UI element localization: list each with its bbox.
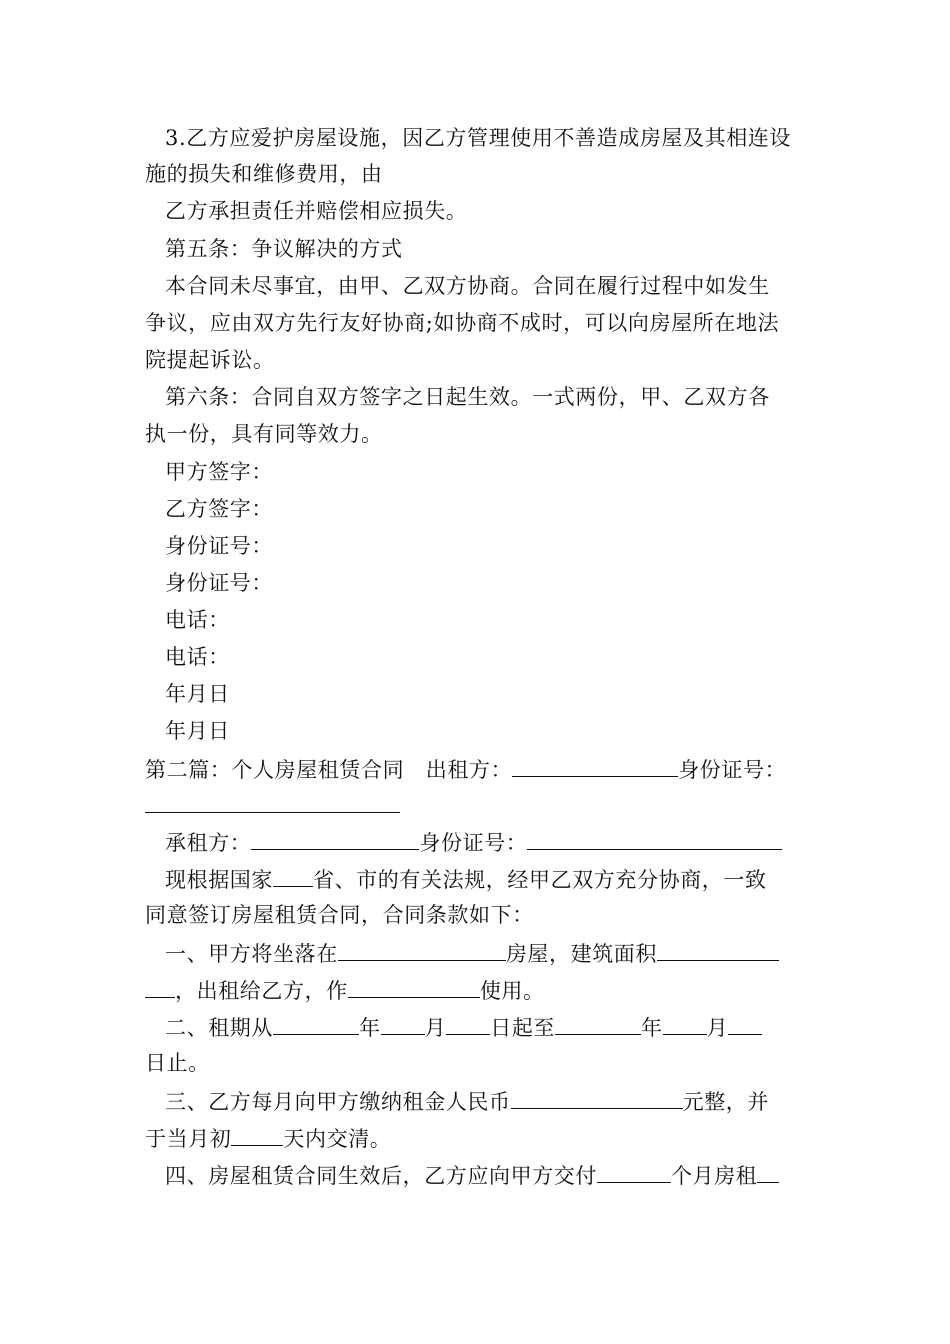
- end-month-blank: [663, 1012, 707, 1035]
- country-blank: [273, 864, 313, 887]
- lessor-id-label: 身份证号：: [678, 758, 787, 782]
- clause-1-text-a: 一、甲方将坐落在: [165, 942, 338, 966]
- clause-1-text-c: ，出租给乙方，作: [175, 979, 348, 1003]
- section-2-title-line: [145, 754, 815, 784]
- clause-2-text-a: 二、租期从: [165, 1016, 273, 1040]
- clause-2-text-d: 日起至: [490, 1016, 556, 1040]
- clause-3-rent-text-b: 元整，并: [682, 1090, 770, 1114]
- lessor-blank: [512, 754, 678, 777]
- clause-1-text-b: 房屋，建筑面积: [505, 942, 658, 966]
- clause-3-line-2: 施的损失和维修费用，由: [145, 162, 383, 186]
- lessee-label: 承租方：: [165, 831, 252, 855]
- party-a-signature: 甲方签字：: [165, 460, 273, 484]
- end-year-blank: [555, 1012, 641, 1035]
- id-number-a: 身份证号：: [165, 534, 273, 558]
- phone-b: 电话：: [165, 645, 230, 669]
- clause-2-year-1: 年: [359, 1016, 381, 1040]
- area-blank: [657, 938, 779, 961]
- lessor-id-blank: [145, 790, 400, 813]
- preamble-text-b: 省、市的有关法规，经甲乙双方充分协商，一致: [313, 868, 767, 892]
- clause-2-month-2: 月: [706, 1016, 729, 1040]
- clause-4-line-1: [165, 1160, 835, 1190]
- clause-2-line-1: [165, 1012, 835, 1042]
- section-2-title: 第二篇：个人房屋租赁合同 出租方：: [145, 758, 513, 782]
- clause-3-rent-line-1: [165, 1086, 835, 1116]
- purpose-blank: [348, 975, 480, 998]
- rent-amount-blank: [511, 1086, 683, 1109]
- phone-a: 电话：: [165, 608, 230, 632]
- end-day-blank: [728, 1012, 762, 1035]
- clause-3-rent-text-c: 于当月初: [145, 1127, 232, 1151]
- lessee-id-blank: [527, 827, 782, 850]
- clause-3-rent-text-a: 三、乙方每月向甲方缴纳租金人民币: [165, 1090, 511, 1114]
- clause-2-month-1: 月: [424, 1016, 447, 1040]
- clause-1-text-d: 使用。: [479, 979, 545, 1003]
- clause-4-text-a: 四、房屋租赁合同生效后，乙方应向甲方交付: [165, 1164, 597, 1188]
- lessee-id-label: 身份证号：: [419, 831, 528, 855]
- start-year-blank: [273, 1012, 359, 1035]
- clause-2-line-2: 日止。: [145, 1051, 210, 1075]
- clause-3-line-1: 3.乙方应爱护房屋设施，因乙方管理使用不善造成房屋及其相连设: [165, 126, 792, 150]
- clause-3-rent-text-d: 天内交清。: [283, 1127, 392, 1151]
- clause-3-rent-line-2: [145, 1123, 815, 1153]
- location-blank: [338, 938, 506, 961]
- clause-3-line-3: 乙方承担责任并赔偿相应损失。: [165, 199, 468, 223]
- dispute-line-2: 争议，应由双方先行友好协商;如协商不成时，可以向房屋所在地法: [145, 311, 780, 335]
- payment-days-blank: [231, 1123, 283, 1146]
- preamble-text-a: 现根据国家: [165, 868, 273, 892]
- clause-1-line-1: [165, 938, 835, 968]
- lessee-blank: [251, 827, 419, 850]
- date-b: 年月日: [165, 719, 230, 743]
- dispute-line-3: 院提起诉讼。: [145, 348, 275, 372]
- area-blank-continued: [145, 975, 175, 998]
- article-6-line-1: 第六条：合同自双方签字之日起生效。一式两份，甲、乙双方各: [165, 385, 770, 409]
- lessee-line: [165, 827, 835, 857]
- rent-trailing-blank: [757, 1160, 779, 1183]
- id-number-b: 身份证号：: [165, 571, 273, 595]
- date-a: 年月日: [165, 682, 230, 706]
- deposit-months-blank: [597, 1160, 671, 1183]
- party-b-signature: 乙方签字：: [165, 497, 273, 521]
- clause-2-year-2: 年: [641, 1016, 663, 1040]
- dispute-line-1: 本合同未尽事宜，由甲、乙双方协商。合同在履行过程中如发生: [165, 274, 770, 298]
- start-day-blank: [446, 1012, 490, 1035]
- article-6-line-2: 执一份，具有同等效力。: [145, 422, 383, 446]
- clause-4-text-b: 个月房租: [671, 1164, 758, 1188]
- preamble-line-1: [165, 864, 835, 894]
- preamble-line-2: 同意签订房屋租赁合同，合同条款如下：: [145, 903, 534, 927]
- clause-1-line-2: [145, 975, 815, 1005]
- start-month-blank: [381, 1012, 425, 1035]
- article-5-heading: 第五条：争议解决的方式: [165, 237, 403, 261]
- lessor-id-line: [145, 790, 815, 820]
